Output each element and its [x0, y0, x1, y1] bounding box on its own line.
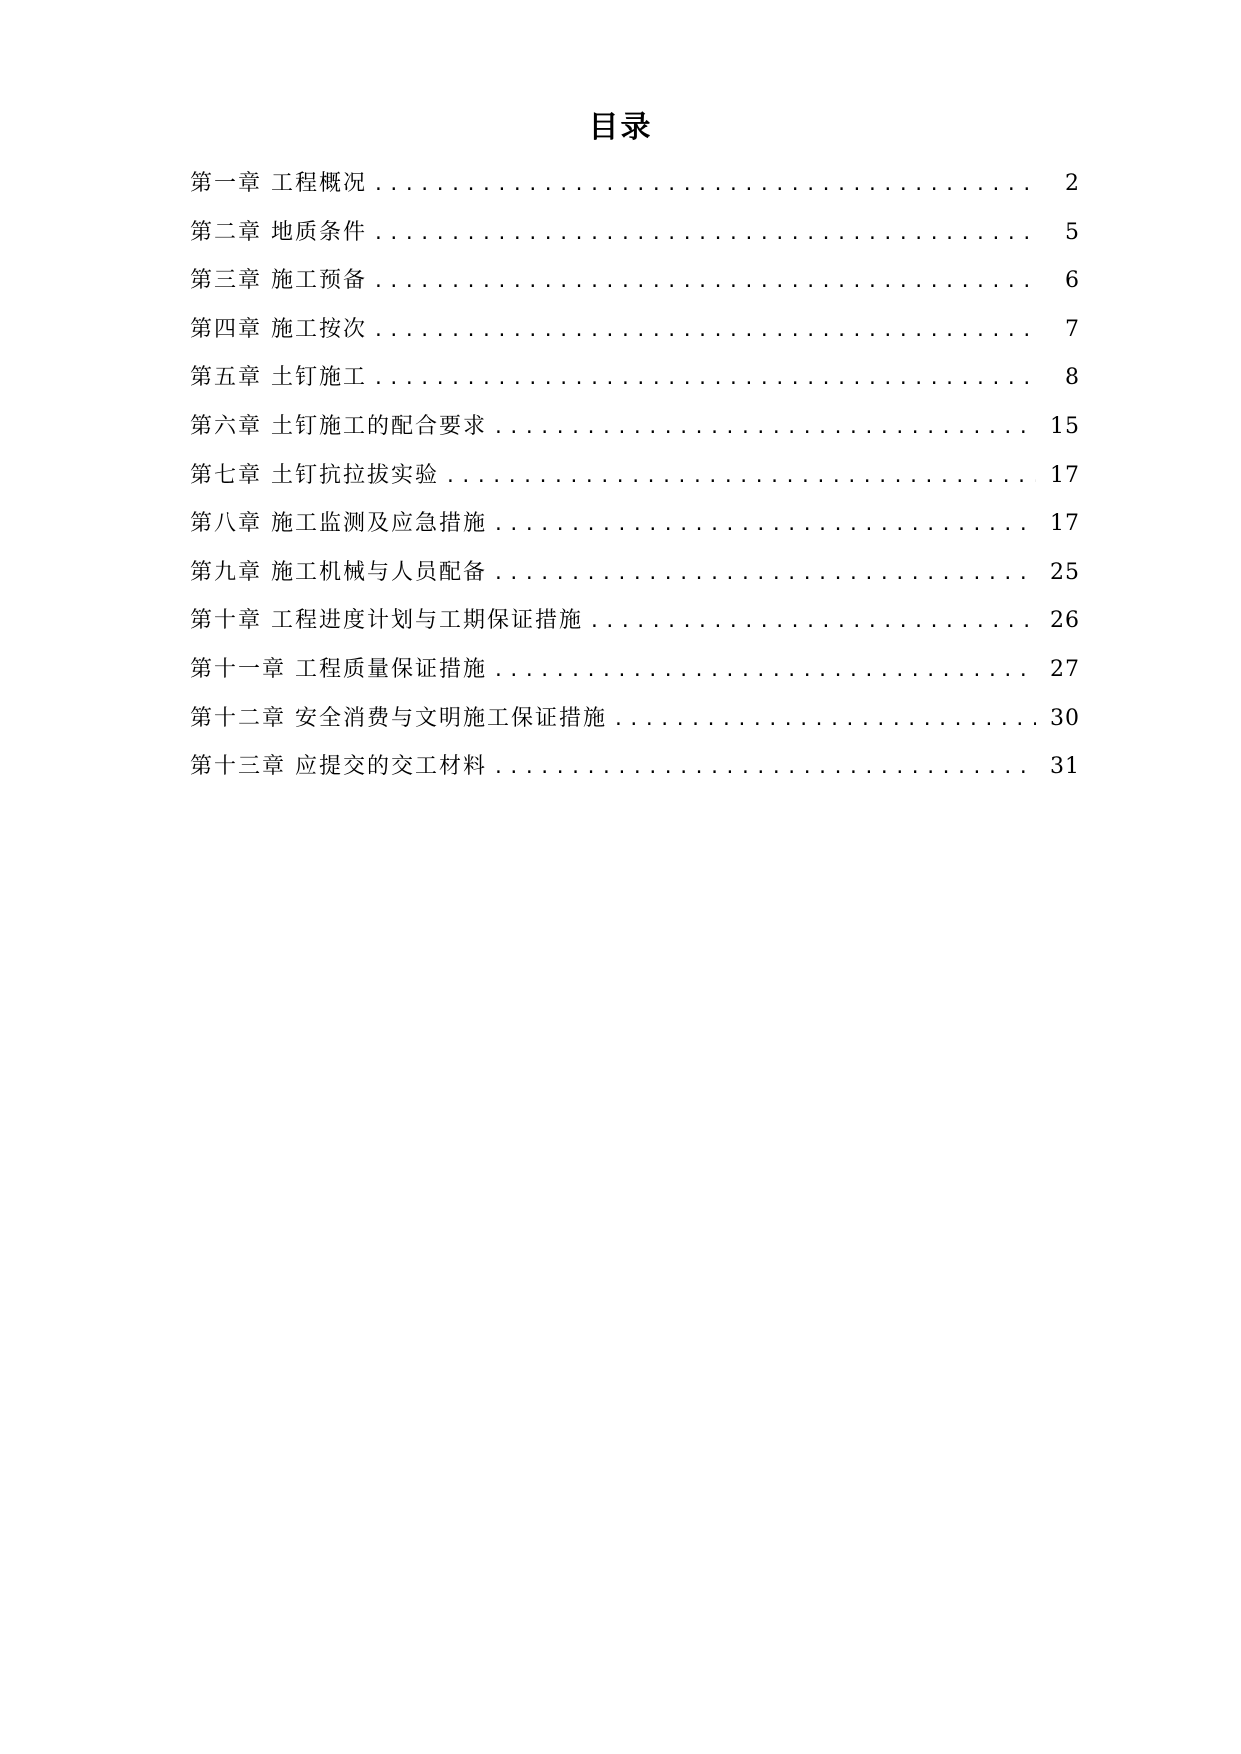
toc-entry[interactable] — [190, 358, 1080, 407]
toc-title: 目录 — [588, 110, 653, 145]
toc-entry-label: 第三章 施工预备 — [190, 268, 367, 294]
toc-list — [190, 164, 1080, 796]
toc-dot-leader — [589, 602, 1036, 642]
toc-dot-leader — [373, 165, 1036, 205]
toc-entry-page: 5 — [1065, 219, 1080, 245]
toc-entry-label: 第十二章 安全消费与文明施工保证措施 — [190, 705, 607, 731]
toc-entry-page: 17 — [1050, 511, 1080, 537]
toc-entry-label: 第十章 工程进度计划与工期保证措施 — [190, 608, 583, 634]
toc-entry-label: 第八章 施工监测及应急措施 — [190, 511, 487, 537]
toc-entry-page: 8 — [1065, 365, 1080, 391]
toc-entry-label: 第一章 工程概况 — [190, 171, 367, 196]
toc-dot-leader — [445, 457, 1036, 497]
toc-dot-leader — [493, 748, 1036, 788]
toc-entry[interactable] — [190, 601, 1080, 650]
toc-dot-leader — [493, 505, 1036, 545]
toc-entry-page: 2 — [1065, 171, 1080, 196]
toc-entry[interactable] — [190, 699, 1080, 748]
toc-entry[interactable] — [190, 504, 1080, 553]
toc-entry-page: 26 — [1050, 608, 1080, 634]
toc-dot-leader — [613, 700, 1036, 740]
toc-entry-label: 第二章 地质条件 — [190, 219, 367, 245]
toc-entry[interactable] — [190, 310, 1080, 359]
toc-entry[interactable] — [190, 553, 1080, 602]
toc-dot-leader — [373, 359, 1036, 399]
toc-dot-leader — [373, 262, 1036, 302]
toc-dot-leader — [373, 214, 1036, 254]
toc-entry[interactable] — [190, 747, 1080, 796]
toc-entry[interactable] — [190, 261, 1080, 310]
toc-entry-page: 25 — [1050, 559, 1080, 585]
toc-entry-page: 7 — [1065, 316, 1080, 342]
toc-dot-leader — [493, 651, 1036, 691]
toc-entry-label: 第七章 土钉抗拉拔实验 — [190, 462, 439, 488]
toc-entry-page: 6 — [1065, 268, 1080, 294]
toc-entry-page: 15 — [1050, 413, 1080, 439]
toc-entry-label: 第十三章 应提交的交工材料 — [190, 754, 487, 780]
toc-entry-page: 17 — [1050, 462, 1080, 488]
toc-dot-leader — [493, 408, 1036, 448]
toc-entry[interactable] — [190, 456, 1080, 505]
toc-dot-leader — [373, 311, 1036, 351]
toc-entry-label: 第九章 施工机械与人员配备 — [190, 559, 487, 585]
toc-entry[interactable] — [190, 407, 1080, 456]
toc-entry-page: 27 — [1050, 656, 1080, 682]
toc-entry[interactable] — [190, 164, 1080, 213]
toc-entry-page: 31 — [1050, 754, 1080, 780]
toc-entry-label: 第五章 土钉施工 — [190, 365, 367, 391]
toc-entry-label: 第十一章 工程质量保证措施 — [190, 656, 487, 682]
toc-entry[interactable] — [190, 213, 1080, 262]
toc-entry[interactable] — [190, 650, 1080, 699]
toc-entry-label: 第六章 土钉施工的配合要求 — [190, 413, 487, 439]
toc-entry-label: 第四章 施工按次 — [190, 316, 367, 342]
toc-dot-leader — [493, 554, 1036, 594]
toc-entry-page: 30 — [1050, 705, 1080, 731]
